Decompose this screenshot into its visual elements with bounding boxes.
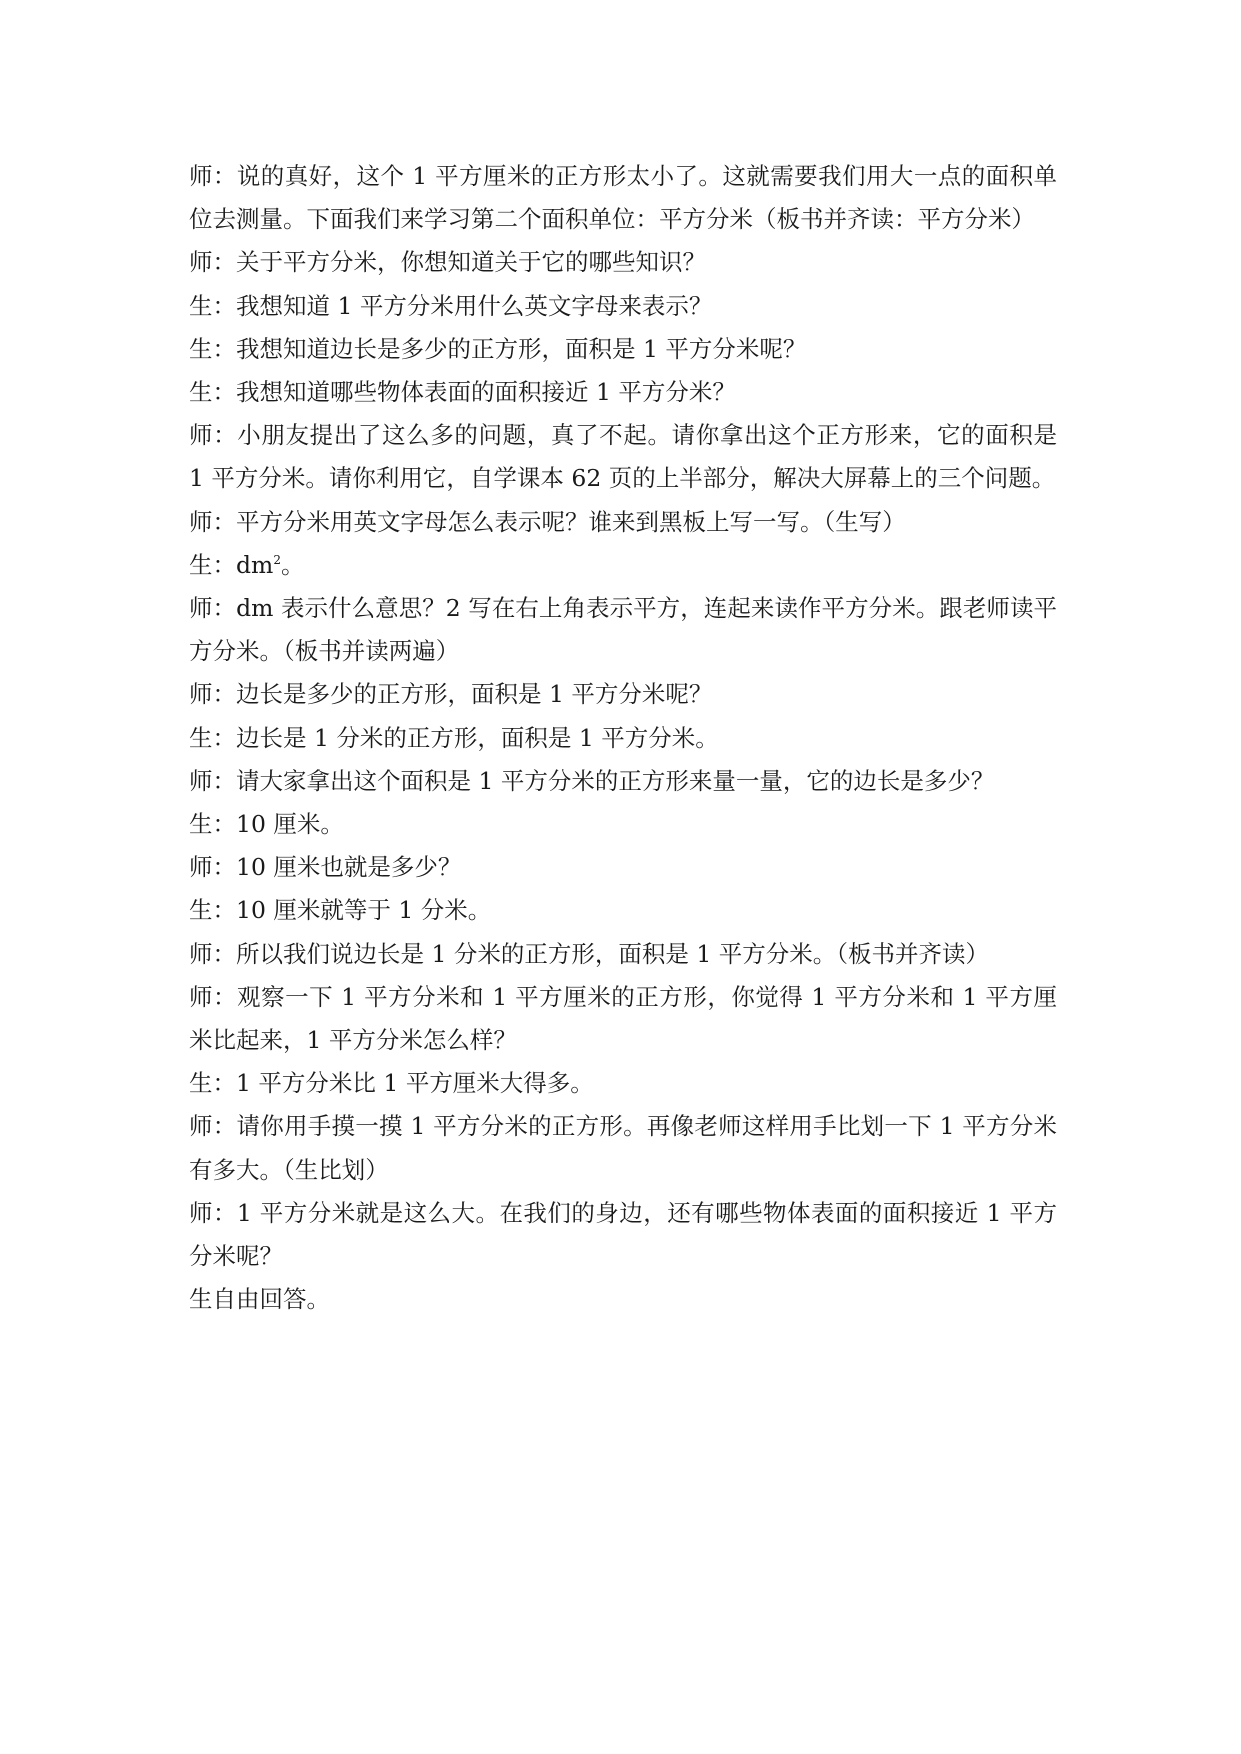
superscript-two: 2 [273,553,281,567]
paragraph-teacher: 师：所以我们说边长是 1 分米的正方形，面积是 1 平方分米。（板书并齐读） [189,939,990,968]
paragraph-teacher: 师：请大家拿出这个面积是 1 平方分米的正方形来量一量，它的边长是多少？ [189,766,995,795]
paragraph-student: 生：我想知道边长是多少的正方形，面积是 1 平方分米呢？ [189,334,807,363]
dm-suffix: 。 [280,550,305,579]
paragraph-student: 生：10 厘米就等于 1 分米。 [189,896,492,925]
paragraph-teacher: 师：边长是多少的正方形，面积是 1 平方分米呢？ [189,680,713,709]
paragraph-teacher: 师：dm 表示什么意思？2 写在右上角表示平方，连起来读作平方分米。跟老师读平方分米。（板书并读两遍） [189,594,1057,666]
paragraph-teacher: 师：说的真好，这个 1 平方厘米的正方形太小了。这就需要我们用大一点的面积单位去测量。下面我们来学习第二个面积单位：平方分米（板书并齐读：平方分米） [189,162,1057,234]
paragraph-student: 生：10 厘米。 [189,810,344,839]
lesson-transcript [189,155,1057,1321]
paragraph-teacher: 师：请你用手摸一摸 1 平方分米的正方形。再像老师这样用手比划一下 1 平方分米有多大。（生比划） [189,1112,1057,1184]
paragraph-teacher: 师：小朋友提出了这么多的问题，真了不起。请你拿出这个正方形来，它的面积是 1 平方分米。请你利用它，自学课本 62 页的上半部分，解决大屏幕上的三个问题。 [189,421,1057,493]
paragraph-student: 生：我想知道 1 平方分米用什么英文字母来表示？ [189,291,713,320]
paragraph-teacher: 师：观察一下 1 平方分米和 1 平方厘米的正方形，你觉得 1 平方分米和 1 平方厘米比起来，1 平方分米怎么样？ [189,982,1057,1055]
paragraph-teacher: 师：1 平方分米就是这么大。在我们的身边，还有哪些物体表面的面积接近 1 平方分米呢？ [189,1198,1057,1271]
paragraph-student: 生自由回答。 [189,1285,330,1314]
paragraph-student: 生：我想知道哪些物体表面的面积接近 1 平方分米？ [189,378,736,407]
paragraph-student: 生：边长是 1 分米的正方形，面积是 1 平方分米。 [189,723,719,752]
paragraph-teacher: 师：关于平方分米，你想知道关于它的哪些知识？ [189,248,706,277]
paragraph-teacher: 师：平方分米用英文字母怎么表示呢？谁来到黑板上写一写。（生写） [189,507,906,536]
paragraph-student-dm2 [189,544,1057,587]
paragraph-teacher: 师：10 厘米也就是多少？ [189,853,462,882]
paragraph-student: 生：1 平方分米比 1 平方厘米大得多。 [189,1069,594,1098]
dm-prefix: 生：dm [189,550,274,579]
